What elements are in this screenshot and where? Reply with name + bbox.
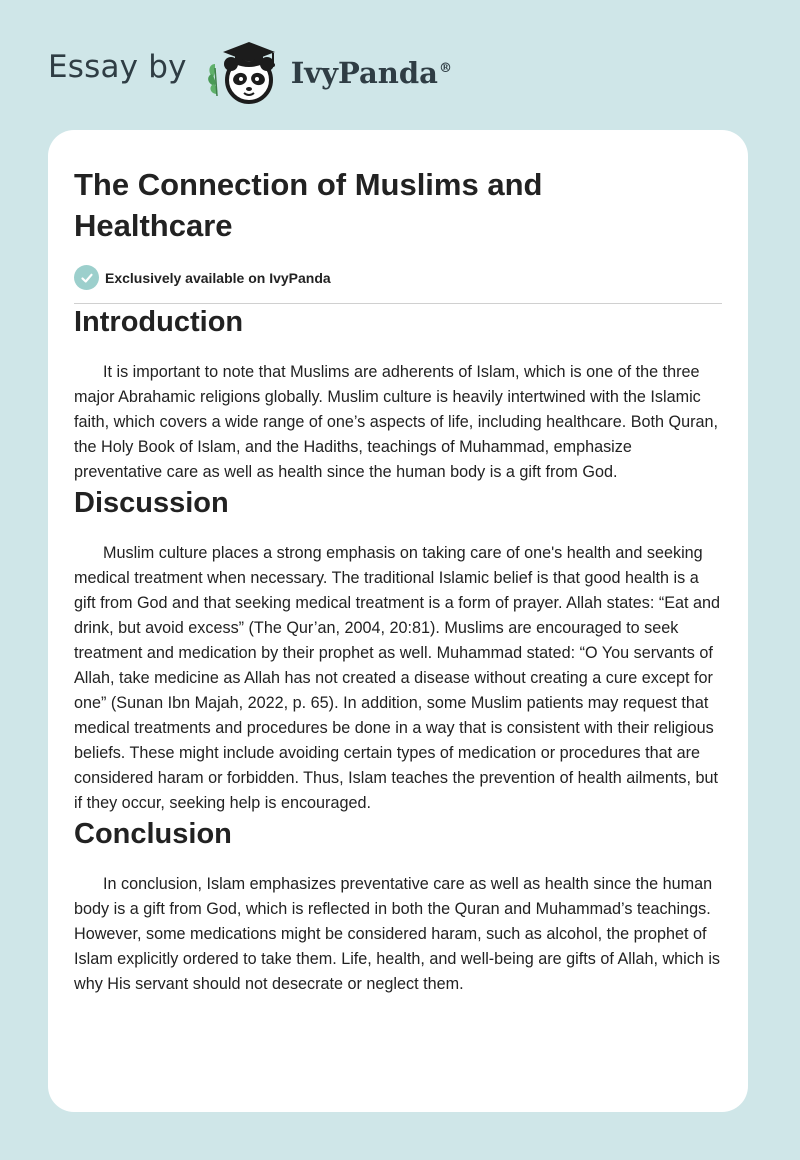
section-text-discussion: Muslim culture places a strong emphasis on taking care of one's health and seeking medical treatment when necessary. The traditional Islamic belief is that good health is a gift from God and that seeking medical treatment is a form of prayer. Allah states: “Eat and drink, but avoid excess” (The Qur’an, 2004, 20:81). Muslims are encouraged to seek treatment and medication by their prophet as well. Muhammad stated: “O You servants of Allah, take medicine as Allah has not created a disease without creating a cure except for one” (Sunan Ibn Majah, 2022, p. 65). In addition, some Muslim patients may request that medical treatments and procedures be done in a way that is consistent with their religious beliefs. These might include avoiding certain types of medication or procedures that are considered haram or forbidden. Thus, Islam teaches the prevention of health ailments, but if they occur, seeking help is encouraged. xyxy=(74,544,721,812)
brand-name xyxy=(291,56,452,90)
essay-card xyxy=(48,130,748,1112)
section-heading-discussion: Discussion xyxy=(74,487,229,519)
section-text-introduction: It is important to note that Muslims are adherents of Islam, which is one of the three major Abrahamic religions globally. Muslim culture is heavily intertwined with the Islamic faith, which covers a wide range of one’s aspects of life, including healthcare. Both Quran, the Holy Book of Islam, and the Hadiths, teachings of Muhammad, emphasize preventative care as well as health since the human body is a gift from God. xyxy=(74,363,718,481)
brand-header xyxy=(48,34,452,106)
brand-name-text: IvyPanda xyxy=(290,56,438,90)
brand-prefix: Essay by xyxy=(48,49,187,85)
check-icon xyxy=(74,265,99,290)
badge-label: Exclusively available on IvyPanda xyxy=(105,269,331,286)
section-heading-conclusion: Conclusion xyxy=(74,818,232,850)
panda-logo-icon xyxy=(203,34,285,106)
section-heading-introduction: Introduction xyxy=(74,306,244,338)
section-text-conclusion: In conclusion, Islam emphasizes preventative care as well as health since the human body is a gift from God, which is reflected in both the Quran and Muhammad’s teachings. However, some medications might be considered haram, such as alcohol, the prophet of Islam explicitly ordered to take them. Life, health, and well-being are gifts of Allah, which is why His servant should not desecrate or neglect them. xyxy=(74,875,721,993)
registered-mark: ® xyxy=(438,61,452,77)
essay-title: The Connection of Muslims and Healthcare xyxy=(74,167,543,243)
exclusive-badge xyxy=(74,265,722,290)
